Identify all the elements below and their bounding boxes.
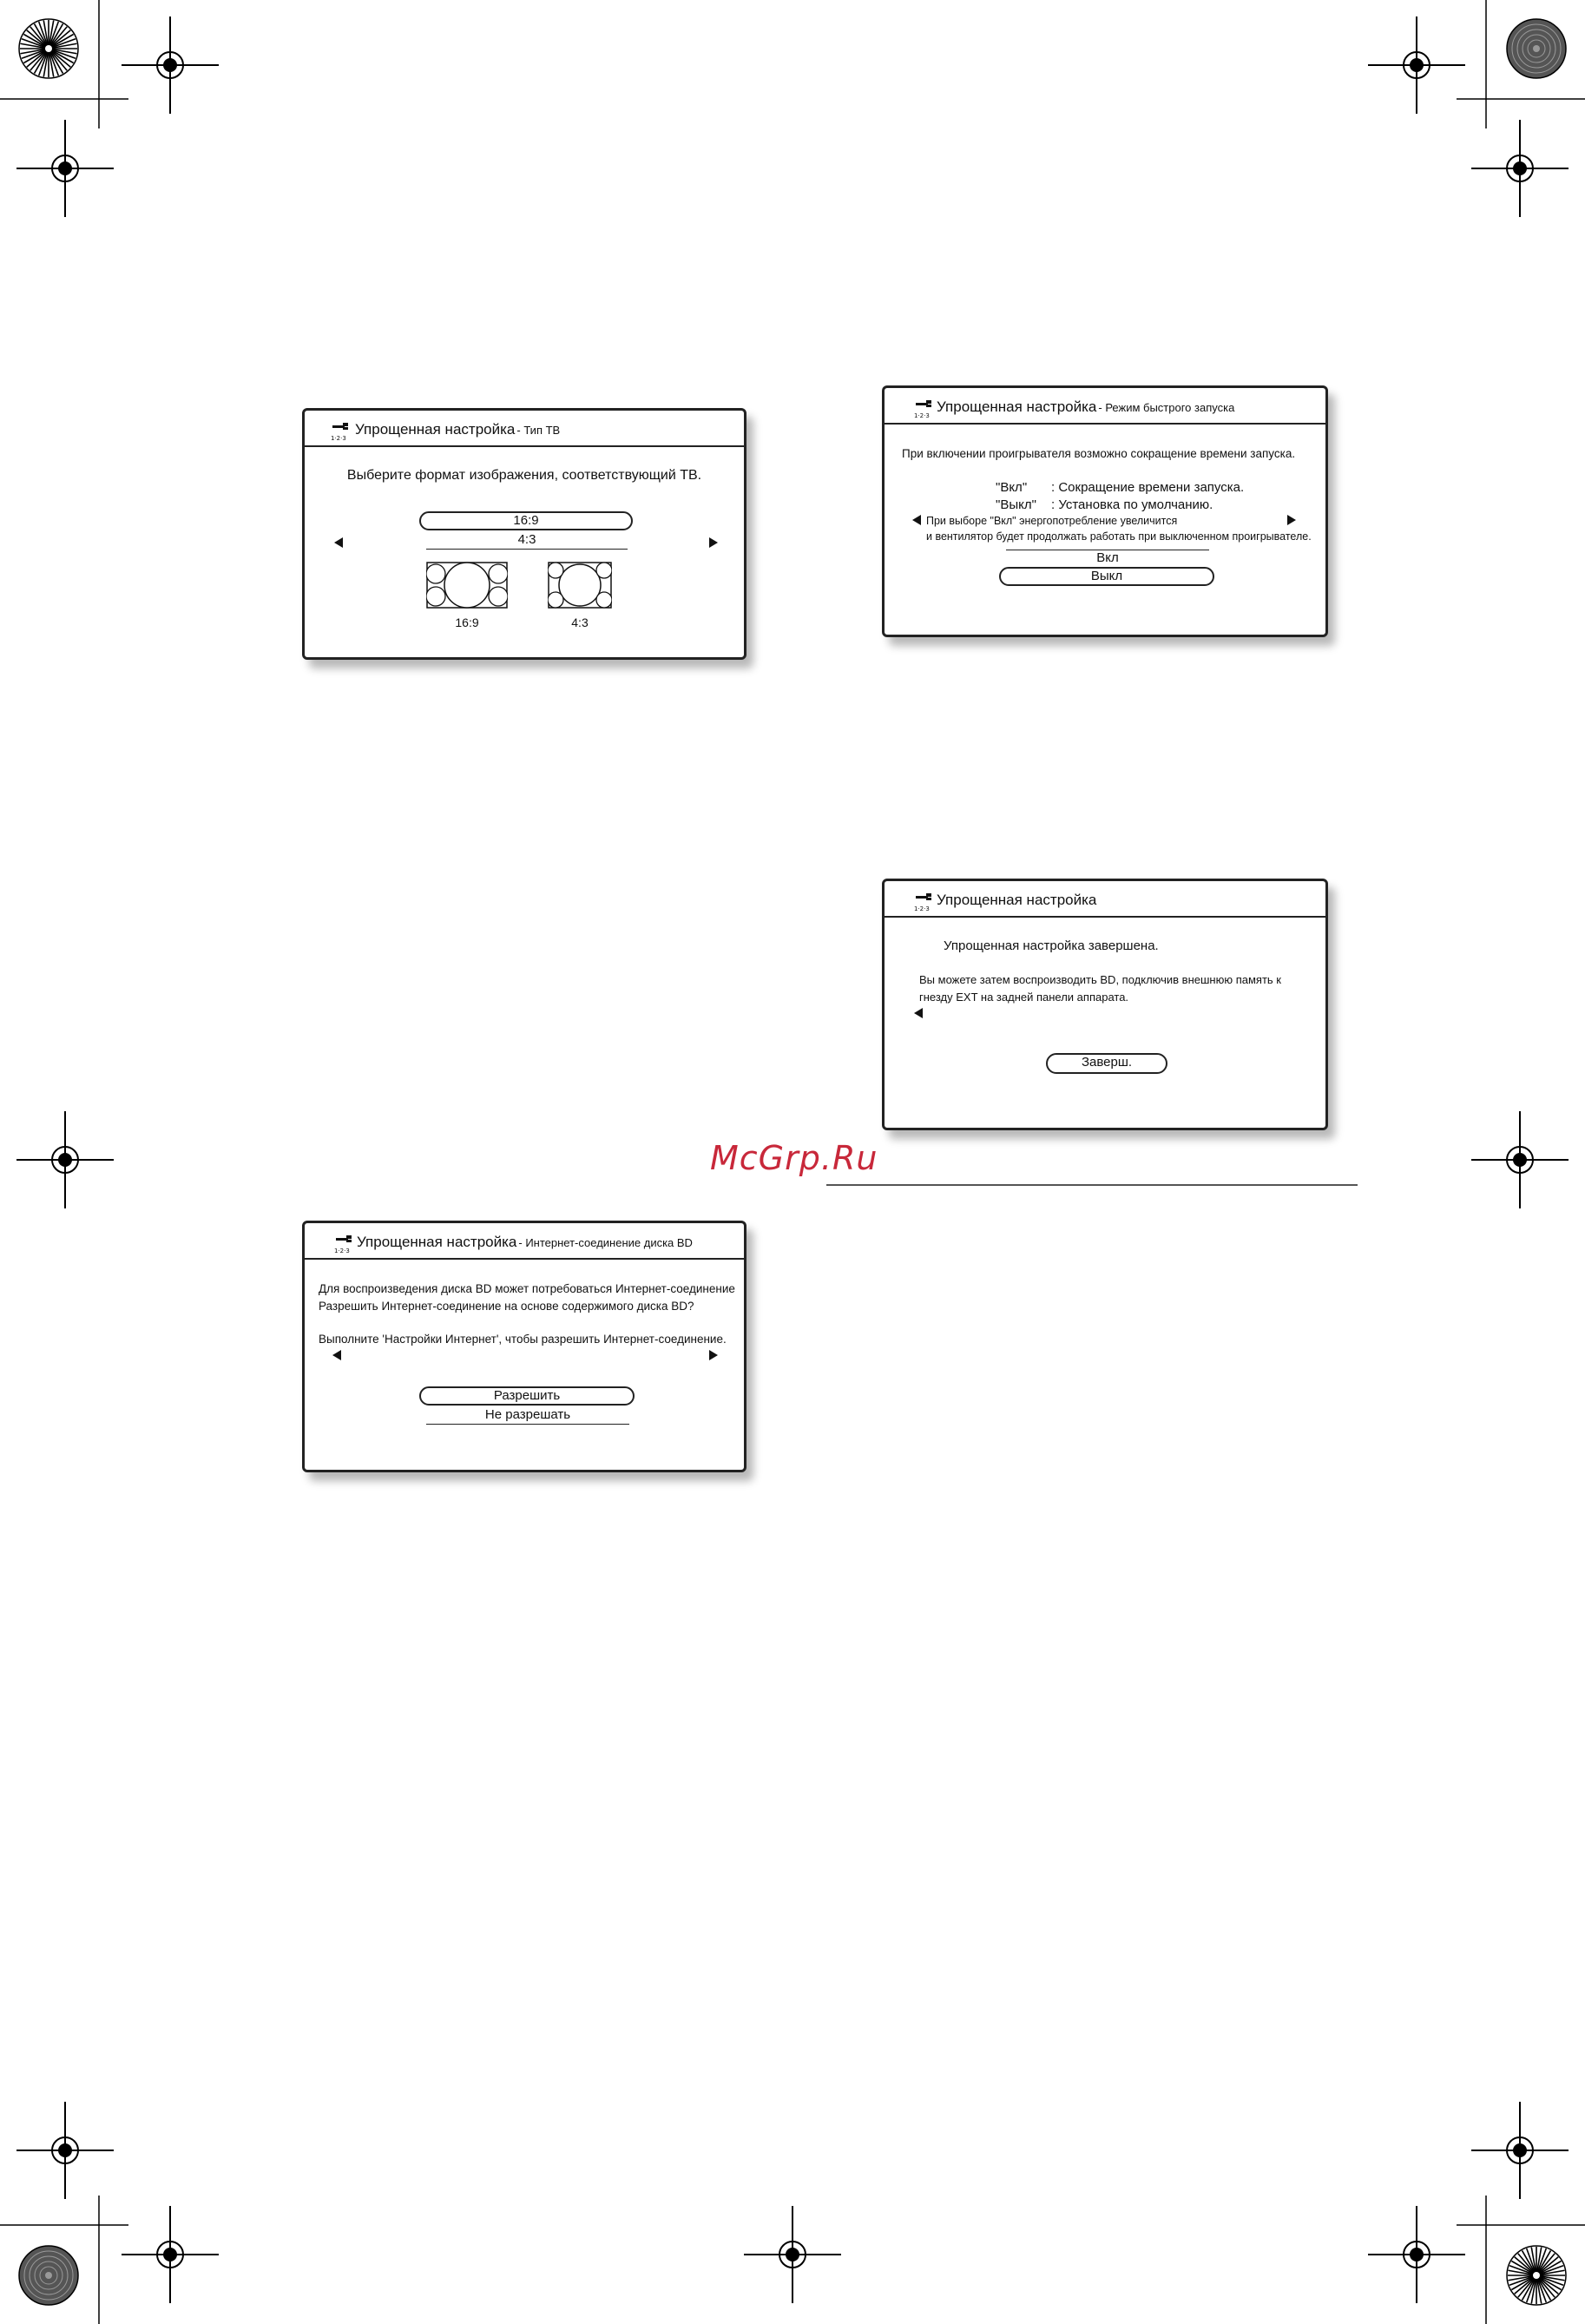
aspect-4-3-image [548, 562, 612, 609]
option-deny[interactable]: Не разрешать [426, 1407, 629, 1425]
option-4-3[interactable]: 4:3 [426, 532, 628, 550]
screen-bd-internet [302, 1221, 746, 1472]
format-prompt: Выберите формат изображения, соответствующий ТВ. [346, 468, 702, 483]
watermark: McGrp.Ru [710, 1139, 878, 1177]
screen-header [885, 881, 1325, 918]
screen-header [885, 388, 1325, 425]
finished-info-line-2: гнезду EXT на задней панели аппарата. [919, 991, 1129, 1004]
off-key: "Выкл" [996, 497, 1036, 512]
finish-button[interactable]: Заверш. [1046, 1053, 1167, 1074]
option-on[interactable]: Вкл [1006, 550, 1209, 567]
finished-info-line-1: Вы можете затем воспроизводить BD, подключив внешнюю память к [919, 973, 1281, 986]
screen-title: Упрощенная настройка - Тип ТВ [355, 421, 561, 438]
option-off[interactable]: Выкл [999, 567, 1214, 586]
arrow-left-icon[interactable] [332, 1350, 341, 1360]
screen-setup-finished [882, 879, 1328, 1130]
screen-header [305, 411, 744, 447]
on-key: "Вкл" [996, 480, 1028, 495]
note-line-2: и вентилятор будет продолжать работать при выключенном проигрывателе. [926, 530, 1312, 543]
setup-tools-icon [914, 398, 933, 419]
option-allow[interactable]: Разрешить [419, 1386, 635, 1406]
bd-line-3: Выполните 'Настройки Интернет', чтобы разрешить Интернет-соединение. [319, 1333, 727, 1346]
arrow-right-icon[interactable] [709, 537, 718, 548]
arrow-right-icon[interactable] [1287, 515, 1296, 525]
quick-start-intro: При включении проигрывателя возможно сокращение времени запуска. [902, 447, 1296, 460]
bd-line-1: Для воспроизведения диска BD может потребоваться Интернет-соединение [319, 1282, 735, 1295]
watermark-underline [826, 1184, 1358, 1186]
arrow-right-icon[interactable] [709, 1350, 718, 1360]
svg-text:1·2·3: 1·2·3 [331, 435, 346, 442]
svg-text:1·2·3: 1·2·3 [914, 412, 930, 419]
screen-quick-start [882, 385, 1328, 637]
setup-tools-icon [334, 1234, 353, 1254]
arrow-left-icon[interactable] [914, 1008, 923, 1018]
finished-message: Упрощенная настройка завершена. [944, 938, 1159, 953]
aspect-16-9-image [426, 562, 508, 609]
arrow-left-icon[interactable] [334, 537, 343, 548]
screen-title: Упрощенная настройка - Режим быстрого запуска [937, 398, 1235, 415]
arrow-left-icon[interactable] [912, 515, 921, 525]
note-line-1: При выборе "Вкл" энергопотребление увеличится [926, 515, 1178, 527]
off-description: : Установка по умолчанию. [1051, 497, 1213, 512]
svg-text:1·2·3: 1·2·3 [334, 1248, 350, 1254]
screen-tv-type [302, 408, 746, 660]
bd-line-2: Разрешить Интернет-соединение на основе содержимого диска BD? [319, 1300, 694, 1313]
setup-tools-icon [914, 892, 933, 912]
image-label-4-3: 4:3 [571, 616, 589, 629]
screen-title: Упрощенная настройка [937, 892, 1097, 908]
screen-title: Упрощенная настройка - Интернет-соединение диска BD [357, 1234, 693, 1250]
option-16-9[interactable]: 16:9 [419, 511, 633, 530]
image-label-16-9: 16:9 [455, 616, 479, 629]
setup-tools-icon [331, 421, 350, 442]
on-description: : Сокращение времени запуска. [1051, 480, 1245, 495]
screen-header [305, 1223, 744, 1260]
svg-text:1·2·3: 1·2·3 [914, 905, 930, 912]
